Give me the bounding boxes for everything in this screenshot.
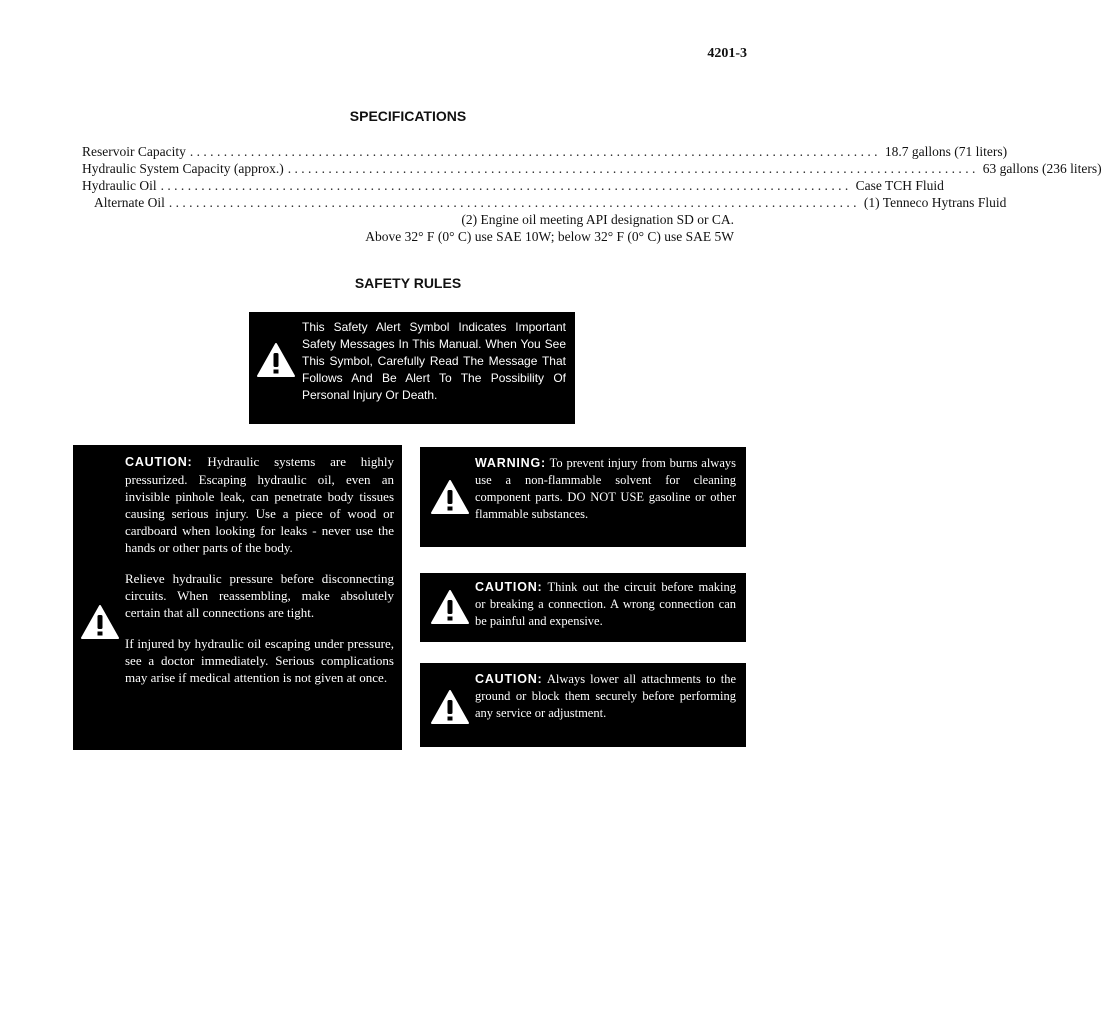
spec-note: (2) Engine oil meeting API designation SD or CA. bbox=[461, 212, 734, 227]
safety-alert-box bbox=[249, 312, 575, 424]
safety-alert-text: This Safety Alert Symbol Indicates Important Safety Messages In This Manual. When You See This Symbol, Carefully Read The Message That Follows And Be Alert To The Possibility Of Personal Injury Or Death. bbox=[302, 320, 566, 402]
spec-value: (1) Tenneco Hytrans Fluid bbox=[863, 195, 1007, 210]
safety-rules-title: SAFETY RULES bbox=[354, 275, 462, 291]
spec-row-system-capacity bbox=[82, 160, 1102, 177]
warning-triangle-icon bbox=[430, 689, 470, 725]
spec-label: Hydraulic Oil bbox=[82, 178, 157, 193]
spec-value: 63 gallons (236 liters) bbox=[982, 161, 1102, 176]
attachments-caution-text bbox=[475, 671, 736, 722]
warning-message: To prevent injury from burns always use a non-flammable solvent for cleaning component parts. DO NOT USE gasoline or other flammable substances. bbox=[475, 456, 736, 521]
spec-value: 18.7 gallons (71 liters) bbox=[884, 144, 1008, 159]
caution-message: Think out the circuit before making or breaking a connection. A wrong connection can be painful and expensive. bbox=[475, 580, 736, 628]
spec-row-hydraulic-oil bbox=[82, 177, 944, 194]
dot-leader: ...................................................................................................... bbox=[189, 144, 881, 159]
spec-row-alternate-oil bbox=[82, 194, 1007, 211]
spec-note: Above 32° F (0° C) use SAE 10W; below 32° F (0° C) use SAE 5W bbox=[365, 229, 734, 244]
caution-paragraph-2: Relieve hydraulic pressure before disconnecting circuits. When reassembling, make absolutely certain that all connections are tight. bbox=[125, 571, 394, 620]
caution-paragraph-3: If injured by hydraulic oil escaping under pressure, see a doctor immediately. Serious complications may arise if medical attention is not given at once. bbox=[125, 636, 394, 685]
spec-label: Reservoir Capacity bbox=[82, 144, 186, 159]
spec-value: Case TCH Fluid bbox=[855, 178, 944, 193]
caution-message: Always lower all attachments to the ground or block them securely before performing any service or adjustment. bbox=[475, 672, 736, 720]
warning-keyword: WARNING: bbox=[475, 456, 546, 470]
caution-keyword: CAUTION: bbox=[475, 580, 543, 594]
spec-label: Alternate Oil bbox=[94, 195, 165, 210]
warning-text bbox=[475, 455, 736, 523]
caution-keyword: CAUTION: bbox=[125, 455, 193, 469]
circuit-caution-box bbox=[420, 573, 746, 642]
page-number: 4201-3 bbox=[707, 46, 747, 61]
warning-triangle-icon bbox=[256, 342, 296, 378]
caution-keyword: CAUTION: bbox=[475, 672, 543, 686]
hydraulic-caution-text bbox=[125, 453, 394, 700]
attachments-caution-box bbox=[420, 663, 746, 747]
warning-triangle-icon bbox=[80, 604, 120, 640]
warning-triangle-icon bbox=[430, 589, 470, 625]
hydraulic-caution-box bbox=[73, 445, 402, 750]
spec-label: Hydraulic System Capacity (approx.) bbox=[82, 161, 284, 176]
spec-row-reservoir bbox=[82, 143, 1008, 160]
dot-leader: ...................................................................................................... bbox=[160, 178, 852, 193]
warning-box bbox=[420, 447, 746, 547]
dot-leader: ...................................................................................................... bbox=[287, 161, 979, 176]
specifications-table bbox=[82, 143, 1102, 245]
warning-triangle-icon bbox=[430, 479, 470, 515]
specifications-title: SPECIFICATIONS bbox=[349, 108, 467, 124]
caution-text: Hydraulic systems are highly pressurized. Escaping hydraulic oil, even an invisible pinhole leak, can penetrate body tissues causing serious injury. Use a piece of wood or cardboard when looking for leaks - never use the hands or other parts of the body. bbox=[125, 454, 394, 555]
caution-paragraph-1 bbox=[125, 453, 394, 556]
dot-leader: ...................................................................................................... bbox=[168, 195, 860, 210]
circuit-caution-text bbox=[475, 579, 736, 630]
